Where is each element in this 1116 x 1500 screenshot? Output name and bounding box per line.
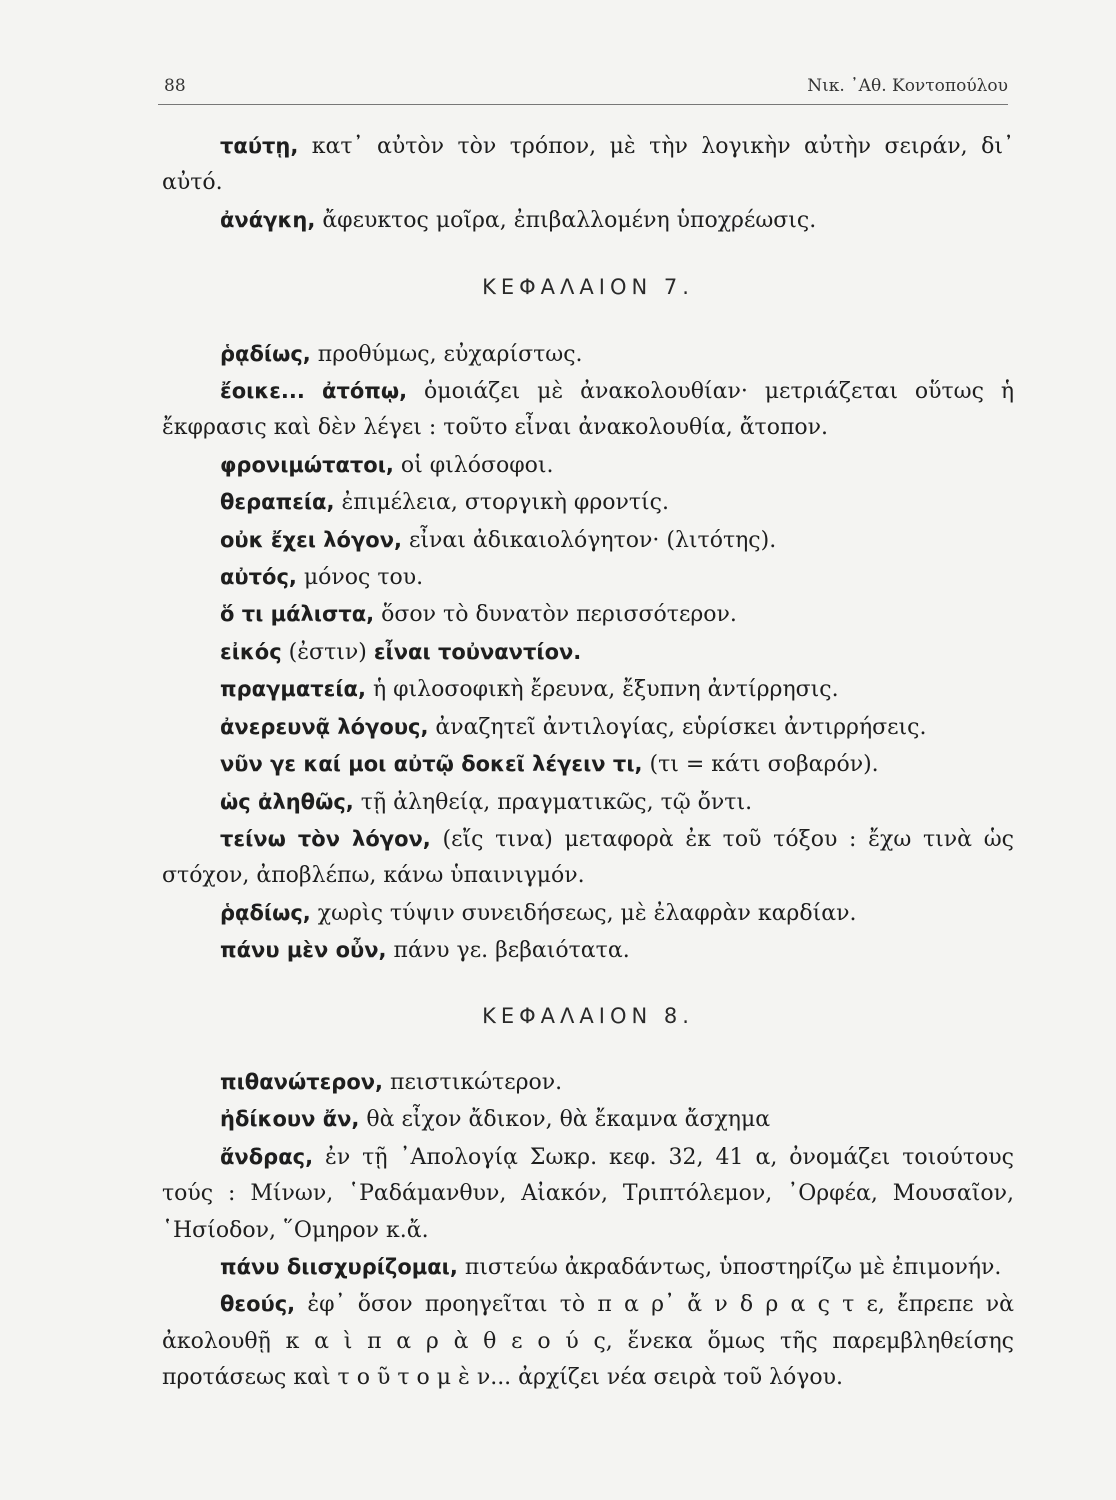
entry-term: θεούς, [220, 1292, 296, 1317]
entry-term: πιθανώτερον, [220, 1069, 384, 1094]
entry-gloss: ἐφ᾽ ὅσον προηγεῖται τὸ π α ρ᾽ ἄ ν δ ρ α ς τ ε, ἔπρεπε νὰ ἀκολουθῇ κ α ὶ π α ρ ὰ θ ε ο ύ ς, ἕνεκα ὅμως τῆς παρεμβληθείσης προτάσεως καὶ τ ο ῦ τ ο μ ὲ ν... ἀρχίζει νέα σειρὰ τοῦ λόγου. [162, 1292, 1014, 1391]
entry-gloss: ἀναζητεῖ ἀντιλογίας, εὑρίσκει ἀντιρρήσεις. [435, 714, 927, 740]
entry-term: εἰκός [220, 639, 282, 664]
entry-gloss: (ἐστιν) [288, 639, 367, 665]
entry-gloss: οἱ φιλόσοφοι. [400, 452, 554, 478]
entry-term: αὐτός, [220, 565, 297, 590]
entry-gloss: ἄφευκτος μοῖρα, ἐπιβαλλομένη ὑποχρέωσις. [322, 207, 817, 233]
glossary-entry [162, 522, 1014, 559]
glossary-entry [162, 895, 1014, 932]
entry-gloss: πειστικώτερον. [390, 1069, 563, 1095]
entry-term: οὐκ ἔχει λόγον, [220, 527, 402, 552]
glossary-entry [162, 709, 1014, 746]
glossary-entry [162, 559, 1014, 596]
entry-term: ἄνδρας, [220, 1144, 314, 1169]
page-number: 88 [164, 76, 186, 96]
glossary-entry [162, 447, 1014, 484]
entry-gloss: προθύμως, εὐχαρίστως. [317, 341, 583, 367]
entry-gloss: χωρὶς τύψιν συνειδήσεως, μὲ ἐλαφρὰν καρδίαν. [317, 900, 857, 926]
chapter-heading-8: ΚΕΦΑΛΑΙΟΝ 8. [482, 1003, 694, 1028]
entry-gloss: πάνυ γε. βεβαιότατα. [393, 938, 630, 964]
entry-gloss: θὰ εἶχον ἄδικον, θὰ ἔκαμνα ἄσχημα [366, 1107, 771, 1133]
entry-gloss: τῇ ἀληθείᾳ, πραγματικῶς, τῷ ὄντι. [360, 789, 753, 815]
glossary-entry [162, 1286, 1014, 1396]
running-title: Νικ. ᾽Αθ. Κοντοπούλου [807, 76, 1008, 96]
glossary-entry [162, 784, 1014, 821]
entry-term: πάνυ διισχυρίζομαι, [220, 1254, 458, 1279]
entry-term: ἀνερευνᾷ λόγους, [220, 714, 429, 739]
entry-term: νῦν γε καί μοι αὐτῷ δοκεῖ λέγειν τι, [220, 752, 643, 777]
glossary-entry [162, 746, 1014, 783]
glossary-entry [162, 484, 1014, 521]
entry-term: πάνυ μὲν οὖν, [220, 938, 387, 963]
entry-gloss: ὁμοιάζει μὲ ἀνακολουθίαν· μετριάζεται οὕτως ἡ ἔκφρασις καὶ δὲν λέγει : τοῦτο εἶναι ἀνακολουθία, ἄτοπον. [162, 379, 1014, 441]
glossary-entry [162, 596, 1014, 633]
glossary-entry [162, 932, 1014, 969]
entry-term-continuation: εἶναι τοὐναντίον. [373, 639, 582, 664]
entry-term: τείνω τὸν λόγον, [220, 826, 431, 851]
glossary-entry [162, 1139, 1014, 1249]
entry-gloss: εἶναι ἀδικαιολόγητον· (λιτότης). [409, 527, 777, 553]
entry-gloss: ἐπιμέλεια, στοργικὴ φροντίς. [341, 490, 669, 516]
glossary-entry [162, 671, 1014, 708]
glossary-entry [162, 373, 1014, 447]
glossary-entry [162, 128, 1014, 202]
entry-gloss: ἡ φιλοσοφικὴ ἔρευνα, ἔξυπνη ἀντίρρησις. [372, 677, 839, 703]
entry-term: φρονιμώτατοι, [220, 452, 394, 477]
glossary-entry [162, 202, 1014, 239]
entry-term: πραγματεία, [220, 677, 366, 702]
page-header [158, 70, 1008, 105]
entry-term: ὡς ἀληθῶς, [220, 789, 354, 814]
glossary-entry [162, 821, 1014, 895]
page-body [162, 128, 1014, 1397]
entry-term: ὅ τι μάλιστα, [220, 602, 375, 627]
entry-term: ῥᾳδίως, [220, 341, 311, 366]
glossary-entry [162, 336, 1014, 373]
entry-gloss: κατ᾽ αὐτὸν τὸν τρόπον, μὲ τὴν λογικὴν αὐτὴν σειράν, δι᾽ αὐτό. [162, 134, 1014, 196]
glossary-entry [162, 1101, 1014, 1138]
entry-gloss: ὅσον τὸ δυνατὸν περισσότερον. [381, 602, 737, 628]
entry-term: ῥᾳδίως, [220, 900, 311, 925]
chapter-heading-7: ΚΕΦΑΛΑΙΟΝ 7. [482, 275, 694, 300]
entry-term: ἠδίκουν ἄν, [220, 1107, 360, 1132]
glossary-entry [162, 634, 1014, 671]
entry-gloss: πιστεύω ἀκραδάντως, ὑποστηρίζω μὲ ἐπιμονήν. [464, 1254, 1002, 1280]
entry-gloss: μόνος του. [303, 565, 424, 591]
glossary-entry [162, 1064, 1014, 1101]
glossary-entry [162, 1249, 1014, 1286]
entry-term: ἔοικε... ἀτόπῳ, [220, 379, 408, 404]
entry-term: ταύτῃ, [220, 134, 299, 158]
entry-gloss: (τι = κάτι σοβαρόν). [649, 752, 879, 778]
entry-term: θεραπεία, [220, 490, 335, 515]
entry-gloss: ἐν τῇ ᾽Απολογίᾳ Σωκρ. κεφ. 32, 41 α, ὀνομάζει τοιούτους τούς : Μίνων, ῾Ραδάμανθυν, Αἰακόν, Τριπτόλεμον, ᾽Ορφέα, Μουσαῖον, ῾Ησίοδον, ῞Ομηρον κ.ἄ. [162, 1144, 1015, 1243]
entry-gloss: (εἴς τινα) μεταφορὰ ἐκ τοῦ τόξου : ἔχω τινὰ ὡς στόχον, ἀποβλέπω, κάνω ὑπαινιγμόν. [162, 826, 1014, 889]
entry-term: ἀνάγκη, [220, 207, 316, 232]
